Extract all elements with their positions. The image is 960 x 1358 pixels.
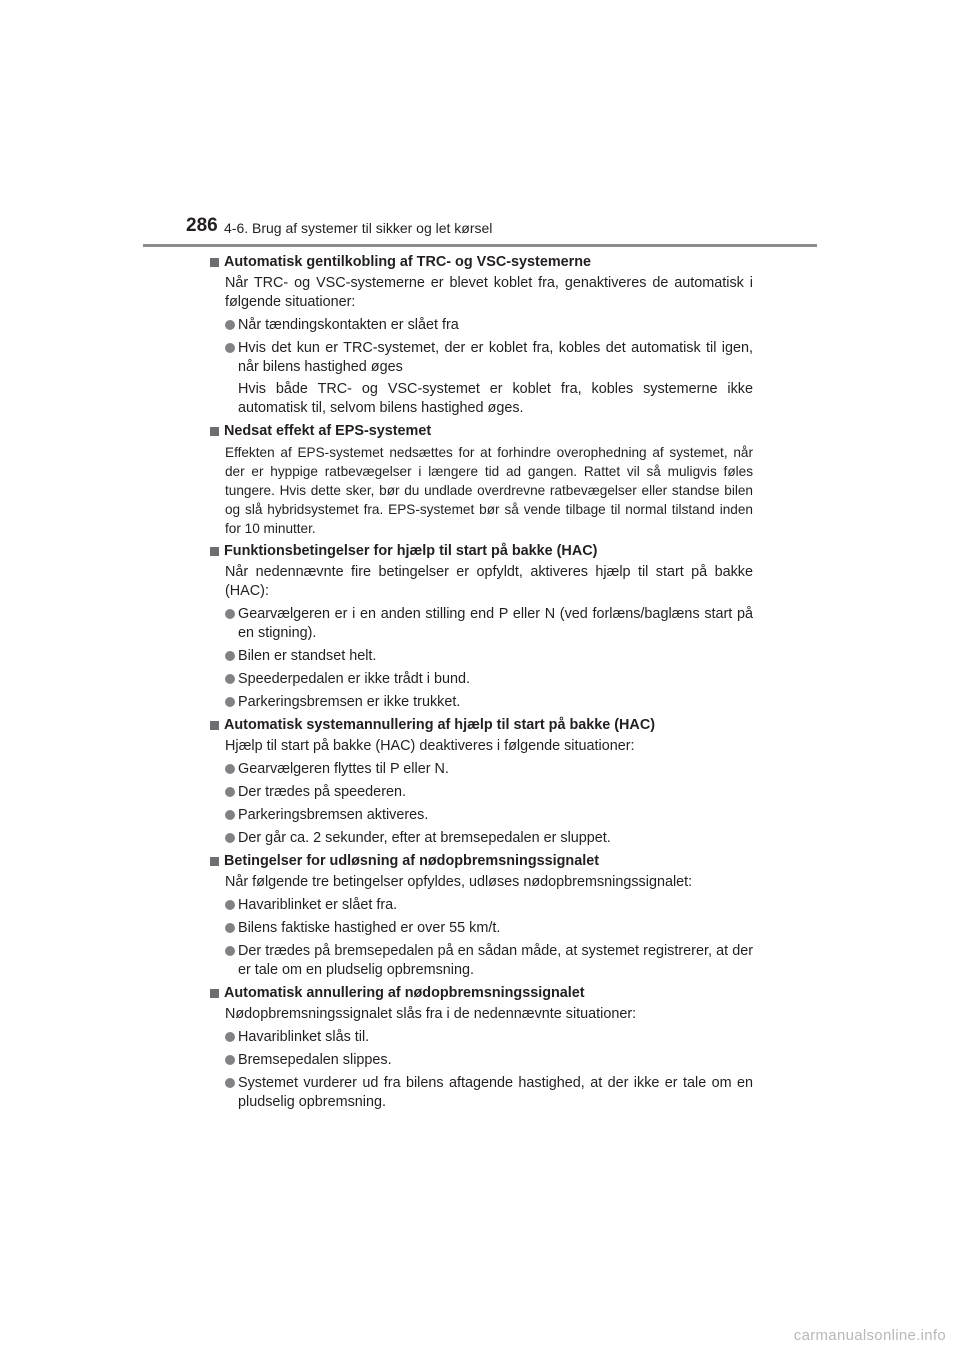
round-bullet-icon <box>225 764 235 774</box>
square-bullet-icon <box>210 721 219 730</box>
round-bullet-icon <box>225 1078 235 1088</box>
round-bullet-icon <box>225 674 235 684</box>
square-bullet-icon <box>210 547 219 556</box>
list-item: Bilen er standset helt. <box>208 647 753 666</box>
list-item: Parkeringsbremsen aktiveres. <box>208 806 753 825</box>
round-bullet-icon <box>225 810 235 820</box>
list-item: Systemet vurderer ud fra bilens aftagende hastighed, at der ikke er tale om en pludselig opbremsning. <box>208 1074 753 1112</box>
list-item: Bilens faktiske hastighed er over 55 km/t. <box>208 919 753 938</box>
section-intro: Når nedennævnte fire betingelser er opfyldt, aktiveres hjælp til start på bakke (HAC): <box>225 564 753 599</box>
round-bullet-icon <box>225 1032 235 1042</box>
list-item: Havariblinket er slået fra. <box>208 896 753 915</box>
page-content <box>208 253 753 1112</box>
square-bullet-icon <box>210 989 219 998</box>
section-emergency-signal-conditions <box>208 852 753 980</box>
list-item: Speederpedalen er ikke trådt i bund. <box>208 670 753 689</box>
section-trc-vsc-reactivation <box>208 253 753 418</box>
square-bullet-icon <box>210 427 219 436</box>
round-bullet-icon <box>225 320 235 330</box>
section-hac-cancellation <box>208 716 753 848</box>
section-intro: Nødopbremsningssignalet slås fra i de nedennævnte situationer: <box>225 1006 637 1022</box>
round-bullet-icon <box>225 609 235 619</box>
list-item: Når tændingskontakten er slået fra <box>208 316 753 335</box>
square-bullet-icon <box>210 258 219 267</box>
list-item: Gearvælgeren flyttes til P eller N. <box>208 760 753 779</box>
list-item: Hvis det kun er TRC-systemet, der er koblet fra, kobles det automatisk til igen, når bilens hastighed øges <box>208 339 753 377</box>
section-hac-conditions <box>208 542 753 712</box>
list-item: Der trædes på bremsepedalen på en sådan måde, at systemet registrerer, at der er tale om en pludselig opbremsning. <box>208 942 753 980</box>
section-intro: Hjælp til start på bakke (HAC) deaktiveres i følgende situationer: <box>225 738 635 754</box>
round-bullet-icon <box>225 1055 235 1065</box>
list-item-note: Hvis både TRC- og VSC-systemet er koblet fra, kobles systemerne ikke automatisk til, selvom bilens hastighed øges. <box>238 381 753 416</box>
page-header <box>186 214 816 248</box>
section-title: Nedsat effekt af EPS-systemet <box>208 422 753 441</box>
header-rule <box>143 244 817 247</box>
round-bullet-icon <box>225 923 235 933</box>
round-bullet-icon <box>225 343 235 353</box>
section-title: Automatisk gentilkobling af TRC- og VSC-systemerne <box>208 253 753 272</box>
section-title: Funktionsbetingelser for hjælp til start på bakke (HAC) <box>208 542 753 561</box>
list-item: Bremsepedalen slippes. <box>208 1051 753 1070</box>
round-bullet-icon <box>225 787 235 797</box>
list-item: Parkeringsbremsen er ikke trukket. <box>208 693 753 712</box>
round-bullet-icon <box>225 946 235 956</box>
list-item: Gearvælgeren er i en anden stilling end P eller N (ved forlæns/baglæns start på en stigning). <box>208 605 753 643</box>
round-bullet-icon <box>225 833 235 843</box>
section-eps-reduced <box>208 422 753 538</box>
list-item: Der trædes på speederen. <box>208 783 753 802</box>
section-intro: Når TRC- og VSC-systemerne er blevet koblet fra, genaktiveres de automatisk i følgende situationer: <box>225 275 753 310</box>
section-intro: Effekten af EPS-systemet nedsættes for at forhindre overophedning af systemet, når der er hyppige ratbevægelser i længere tid ad gangen. Rattet vil så muligvis føles tungere. Hvis dette sker, bør du undlade overdrevne ratbevægelser eller standse bilen og slå hybridsystemet fra. EPS-systemet bør så vende tilbage til normal tilstand inden for 10 minutter. <box>225 445 753 536</box>
round-bullet-icon <box>225 900 235 910</box>
list-item: Der går ca. 2 sekunder, efter at bremsepedalen er sluppet. <box>208 829 753 848</box>
page-number: 286 <box>186 215 218 236</box>
section-title: Automatisk annullering af nødopbremsningssignalet <box>208 984 753 1003</box>
section-intro: Når følgende tre betingelser opfyldes, udløses nødopbremsningssignalet: <box>225 874 693 890</box>
section-title: Automatisk systemannullering af hjælp til start på bakke (HAC) <box>208 716 753 735</box>
section-emergency-signal-cancellation <box>208 984 753 1112</box>
list-item: Havariblinket slås til. <box>208 1028 753 1047</box>
square-bullet-icon <box>210 857 219 866</box>
round-bullet-icon <box>225 651 235 661</box>
section-title: Betingelser for udløsning af nødopbremsningssignalet <box>208 852 753 871</box>
round-bullet-icon <box>225 697 235 707</box>
watermark: carmanualsonline.info <box>793 1327 946 1344</box>
chapter-title: 4-6. Brug af systemer til sikker og let kørsel <box>224 220 493 236</box>
